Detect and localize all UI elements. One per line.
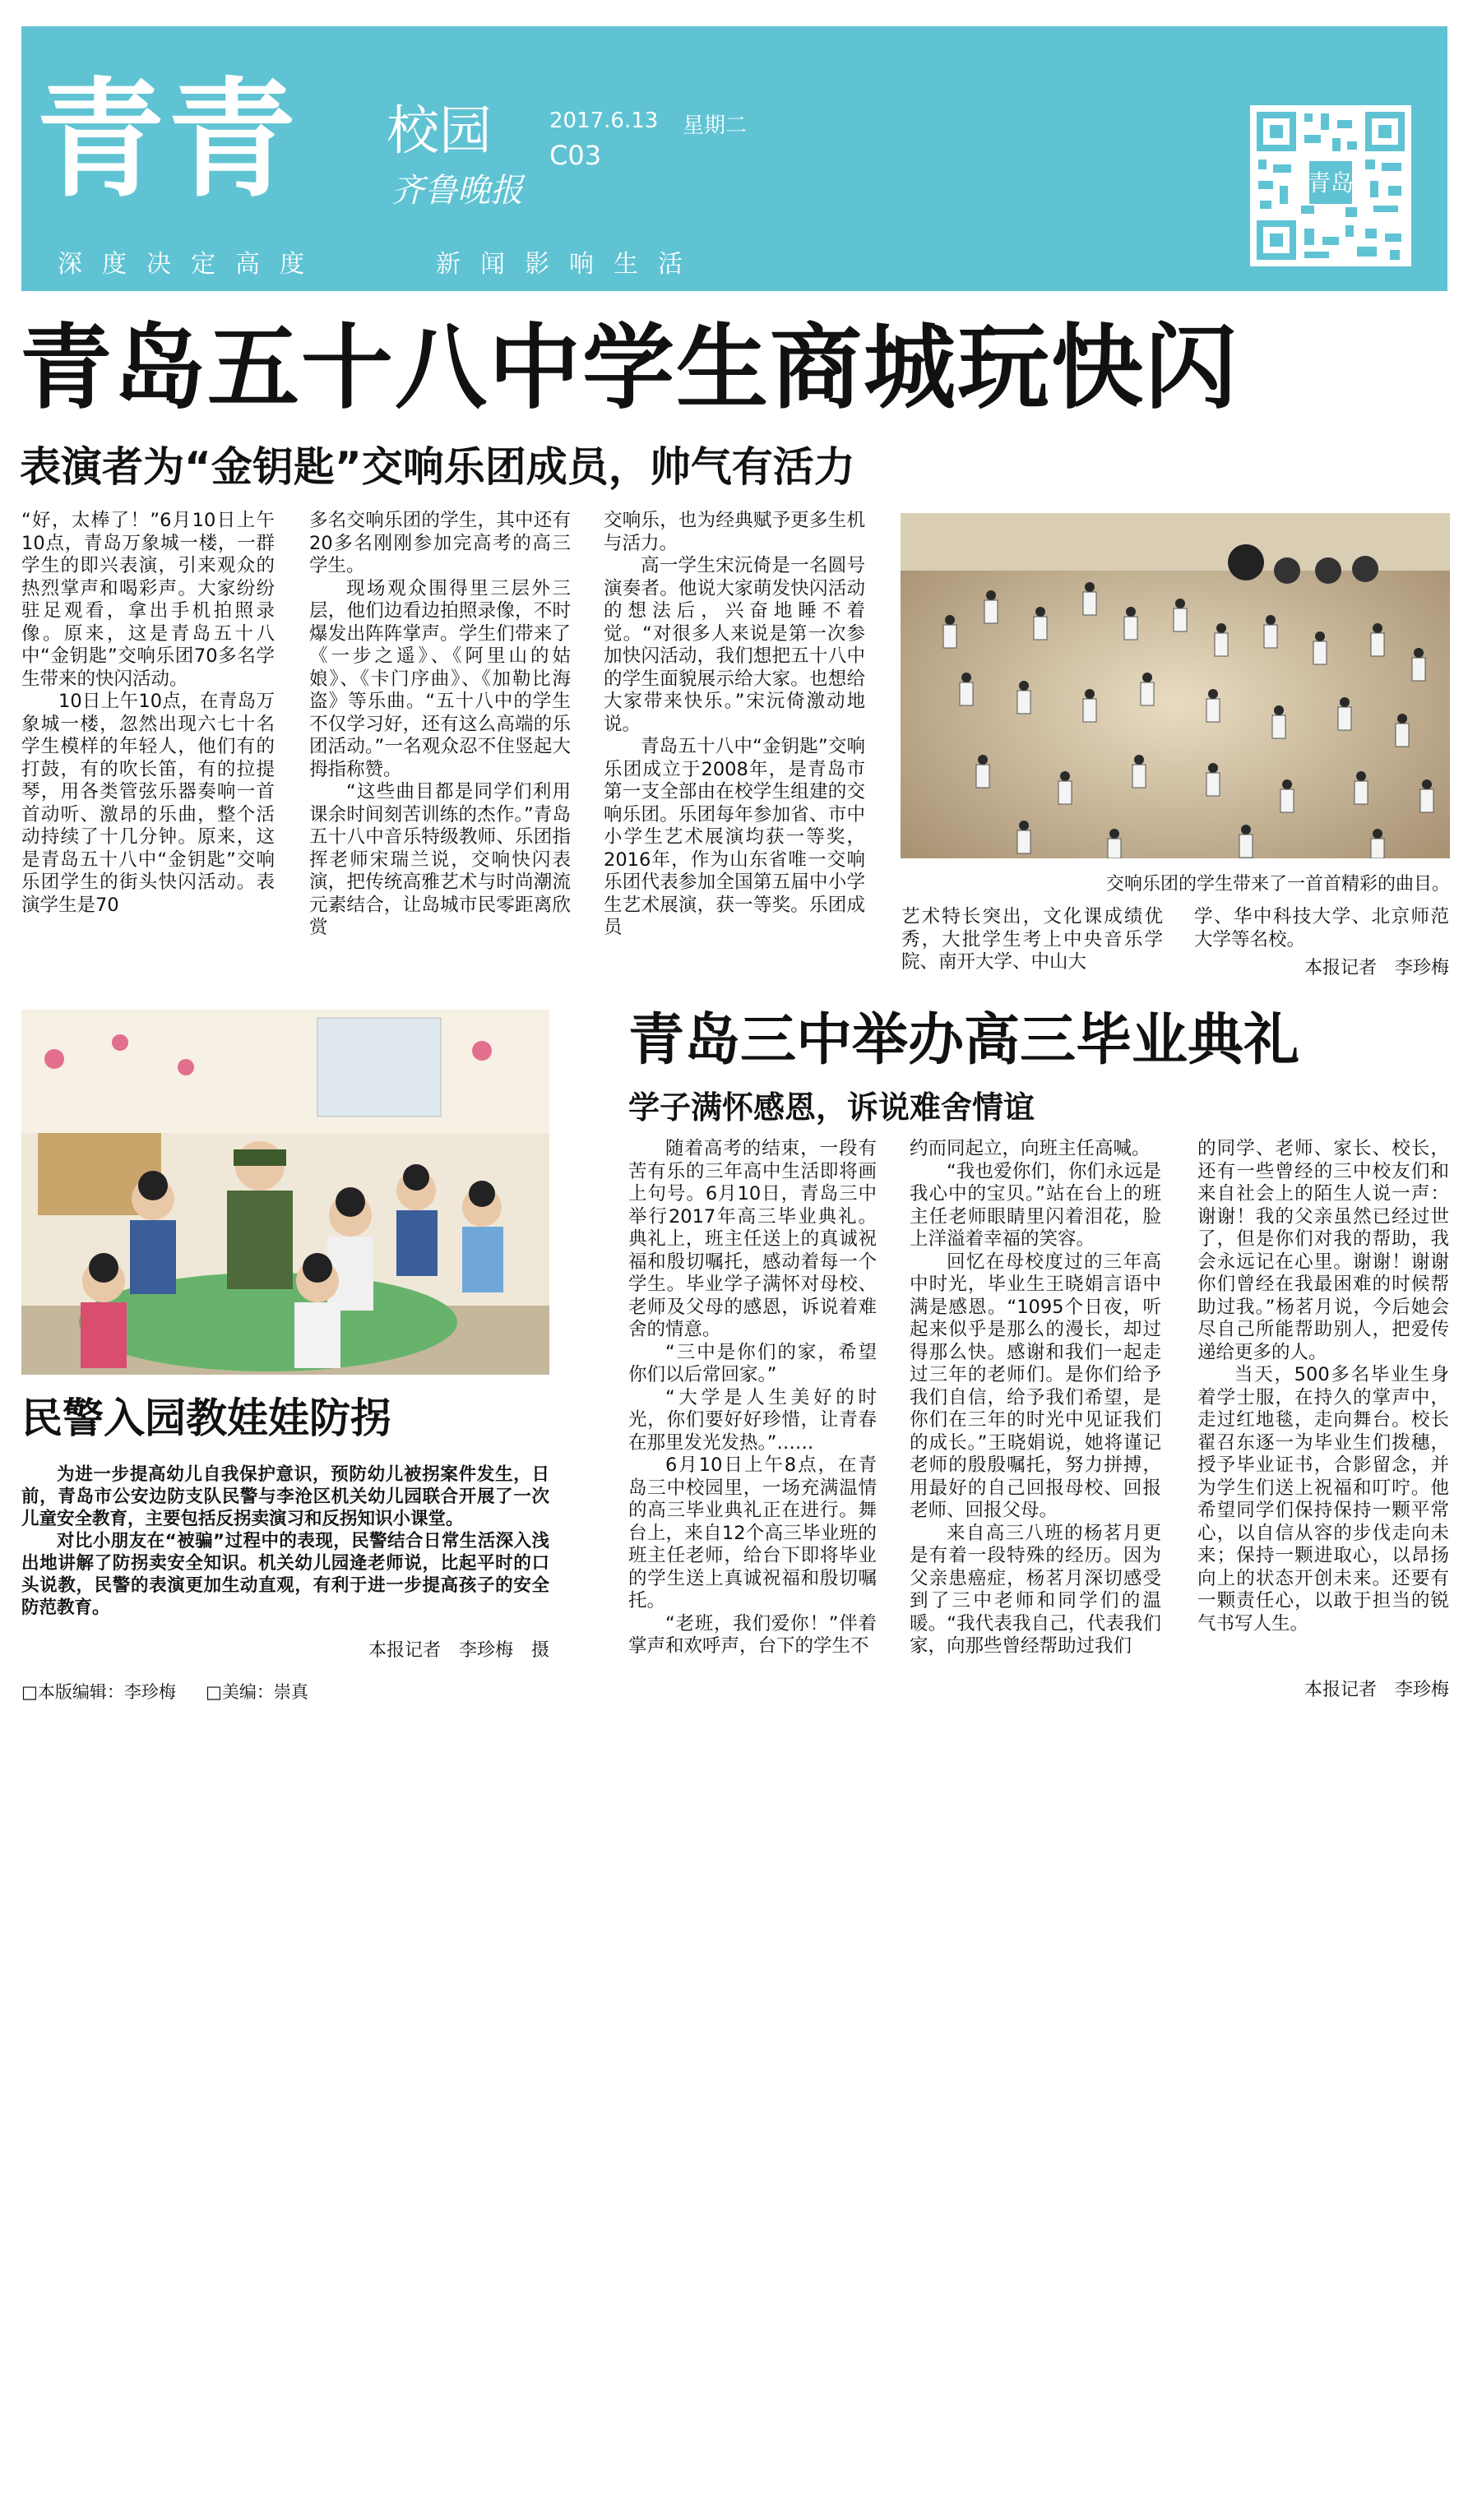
paragraph: 为进一步提高幼儿自我保护意识，预防幼儿被拐案件发生，日前，青岛市公安边防支队民警与李沧区机关幼儿园联合开展了一次儿童安全教育，主要包括反拐卖演习和反拐知识小课堂。 [21, 1464, 549, 1529]
paragraph: 10日上午10点，在青岛万象城一楼，忽然出现六七十名学生模样的年轻人，他们有的打鼓，有的吹长笛，有的拉提琴，用各类管弦乐器奏响一首首动听、激昂的乐曲，整个活动持续了十几分钟。原来，这是青岛五十八中“金钥匙”交响乐团学生的街头快闪活动。表演学生是70 [21, 691, 275, 916]
third-middle-school-headline: 青岛三中举办高三毕业典礼 [628, 1008, 1300, 1073]
third-middle-school-subheadline: 学子满怀感恩，诉说难舍情谊 [628, 1089, 1035, 1126]
qr-code-icon [1250, 105, 1411, 266]
main-subheadline: 表演者为“金钥匙”交响乐团成员，帅气有活力 [20, 443, 855, 491]
paragraph: 高一学生宋沅倚是一名圆号演奏者。他说大家萌发快闪活动的想法后，兴奋地睡不着觉。“对很多人来说是第一次参加快闪活动，我们想把五十八中的学生面貌展示给大家。也想给大家带来快乐。”宋沅倚激动地说。 [604, 555, 865, 735]
masthead-brand: 齐鲁晚报 [391, 172, 523, 210]
paragraph: 6月10日上午8点，在青岛三中校园里，一场充满温情的高三毕业典礼正在进行。舞台上，来自12个高三毕业班的班主任老师，给台下即将毕业的学生送上真诚祝福和殷切嘱托。 [628, 1454, 877, 1611]
orchestra-photo [901, 513, 1450, 858]
paragraph: 青岛五十八中“金钥匙”交响乐团成立于2008年，是青岛市第一支全部由在校学生组建的交响乐团。乐团每年参加省、市中小学生艺术展演均获一等奖，2016年，作为山东省唯一交响乐团代表参加全国第五届中小学生艺术展演，获一等奖。乐团成员 [604, 736, 865, 938]
paragraph: “我也爱你们，你们永远是我心中的宝贝。”站在台上的班主任老师眼睛里闪着泪花，脸上洋溢着幸福的笑容。 [910, 1160, 1161, 1250]
paragraph: 现场观众围得里三层外三层，他们边看边拍照录像，不时爆发出阵阵掌声。学生们带来了《一步之遥》、《阿里山的姑娘》、《卡门序曲》、《加勒比海盗》等乐曲。“五十八中的学生不仅学习好，还有这么高端的乐团活动。”一名观众忍不住竖起大拇指称赞。 [309, 577, 571, 780]
paragraph: “好，太棒了！”6月10日上午10点，青岛万象城一楼，一群学生的即兴表演，引来观众的热烈掌声和喝彩声。大家纷纷驻足观看，拿出手机拍照录像。原来，这是青岛五十八中“金钥匙”交响乐团70多名学生带来的快闪活动。 [21, 510, 275, 690]
police-headline: 民警入园教娃娃防拐 [21, 1394, 391, 1442]
paragraph: 多名交响乐团的学生，其中还有20多名刚刚参加完高考的高三学生。 [309, 510, 571, 576]
slogan-right: 新闻影响生活 [436, 250, 702, 279]
masthead-section: 校园 [387, 101, 492, 162]
footer-editor: □本版编辑：李珍梅 [21, 1682, 176, 1702]
orchestra-photo-caption: 交响乐团的学生带来了一首首精彩的曲目。 [1105, 874, 1450, 895]
story1-column-3 [604, 510, 865, 975]
paragraph: 随着高考的结束，一段有苦有乐的三年高中生活即将画上句号。6月10日，青岛三中举行2017年高三毕业典礼。典礼上，班主任送上的真诚祝福和殷切嘱托，感动着每一个学生。毕业学子满怀对母校、老师及父母的感恩，诉说着难舍的情意。 [628, 1138, 877, 1340]
paragraph: 对比小朋友在“被骗”过程中的表现，民警结合日常生活深入浅出地讲解了防拐卖安全知识。机关幼儿园逄老师说，比起平时的口头说教，民警的表演更加生动直观，有利于进一步提高孩子的安全防范教育。 [21, 1531, 549, 1618]
kindergarten-photo [21, 1010, 549, 1375]
masthead-logo: 青青 [36, 65, 299, 215]
page-number: C03 [549, 140, 602, 171]
story1-column-4 [901, 906, 1163, 980]
story1-byline: 本报记者 李珍梅 [1304, 958, 1449, 978]
main-headline: 青岛五十八中学生商城玩快闪 [20, 315, 1239, 422]
paragraph: 艺术特长突出，文化课成绩优秀，大批学生考上中央音乐学院、南开大学、中山大 [901, 906, 1163, 973]
paragraph: “大学是人生美好的时光，你们要好好珍惜，让青春在那里发光发热。”…… [628, 1386, 877, 1454]
slogan-left: 深度决定高度 [58, 250, 324, 279]
issue-weekday: 星期二 [683, 113, 748, 138]
story1-column-5 [1194, 906, 1449, 955]
story2-column-2 [910, 1138, 1161, 1697]
story2-column-1 [628, 1138, 877, 1697]
paragraph: 交响乐，也为经典赋予更多生机与活力。 [604, 510, 865, 554]
qr-label: 青岛 [1307, 169, 1355, 197]
paragraph: 回忆在母校度过的三年高中时光，毕业生王晓娟言语中满是感恩。“1095个日夜，听起来似乎是那么的漫长，却过得那么快。感谢和我们一起走过三年的老师们。是你们给予我们自信，给予我们希望，是你们在三年的时光中见证我们的成长。”王晓娟说，她将谨记老师的殷殷嘱托，努力拼搏，用最好的自己回报母校、回报老师、回报父母。 [910, 1251, 1161, 1521]
paragraph: 当天，500多名毕业生身着学士服，在持久的掌声中，走过红地毯，走向舞台。校长翟召东逐一为毕业生们拨穗，授予毕业证书，合影留念，并为学生们送上祝福和叮咛。他希望同学们保持保持一颗平常心，以自信从容的步伐走向未来；保持一颗进取心，以昂扬向上的状态开创未来。还要有一颗责任心，以敢于担当的锐气书写人生。 [1197, 1364, 1449, 1635]
issue-date: 2017.6.13 [549, 109, 659, 133]
paragraph: “老班，我们爱你！”伴着掌声和欢呼声，台下的学生不 [628, 1612, 877, 1657]
story2-column-3 [1197, 1138, 1449, 1672]
story1-column-2 [309, 510, 571, 975]
story3-body [21, 1463, 549, 1620]
story2-byline: 本报记者 李珍梅 [1304, 1680, 1449, 1700]
paragraph: “三中是你们的家，希望你们以后常回家。” [628, 1341, 877, 1385]
story3-byline: 本报记者 李珍梅 摄 [368, 1640, 549, 1661]
paragraph: 约而同起立，向班主任高喊。 [910, 1138, 1151, 1159]
paragraph: “这些曲目都是同学们利用课余时间刻苦训练的杰作。”青岛五十八中音乐特级教师、乐团指挥老师宋瑞兰说，交响快闪表演，把传统高雅艺术与时尚潮流元素结合，让岛城市民零距离欣赏 [309, 781, 571, 938]
paragraph: 来自高三八班的杨茗月更是有着一段特殊的经历。因为父亲患癌症，杨茗月深切感受到了三中老师和同学们的温暖。“我代表我自己，代表我们家，向那些曾经帮助过我们 [910, 1522, 1161, 1657]
story1-column-1 [21, 510, 275, 975]
paragraph: 学、华中科技大学、北京师范大学等名校。 [1194, 906, 1449, 950]
paragraph: 的同学、老师、家长、校长，还有一些曾经的三中校友们和来自社会上的陌生人说一声：谢谢！我的父亲虽然已经过世了，但是你们对我的帮助，我会永远记在心里。谢谢！谢谢你们曾经在我最困难的时候帮助过我。”杨茗月说，今后她会尽自己所能帮助别人，把爱传递给更多的人。 [1197, 1138, 1449, 1363]
footer-designer: □美编：崇真 [206, 1682, 308, 1702]
